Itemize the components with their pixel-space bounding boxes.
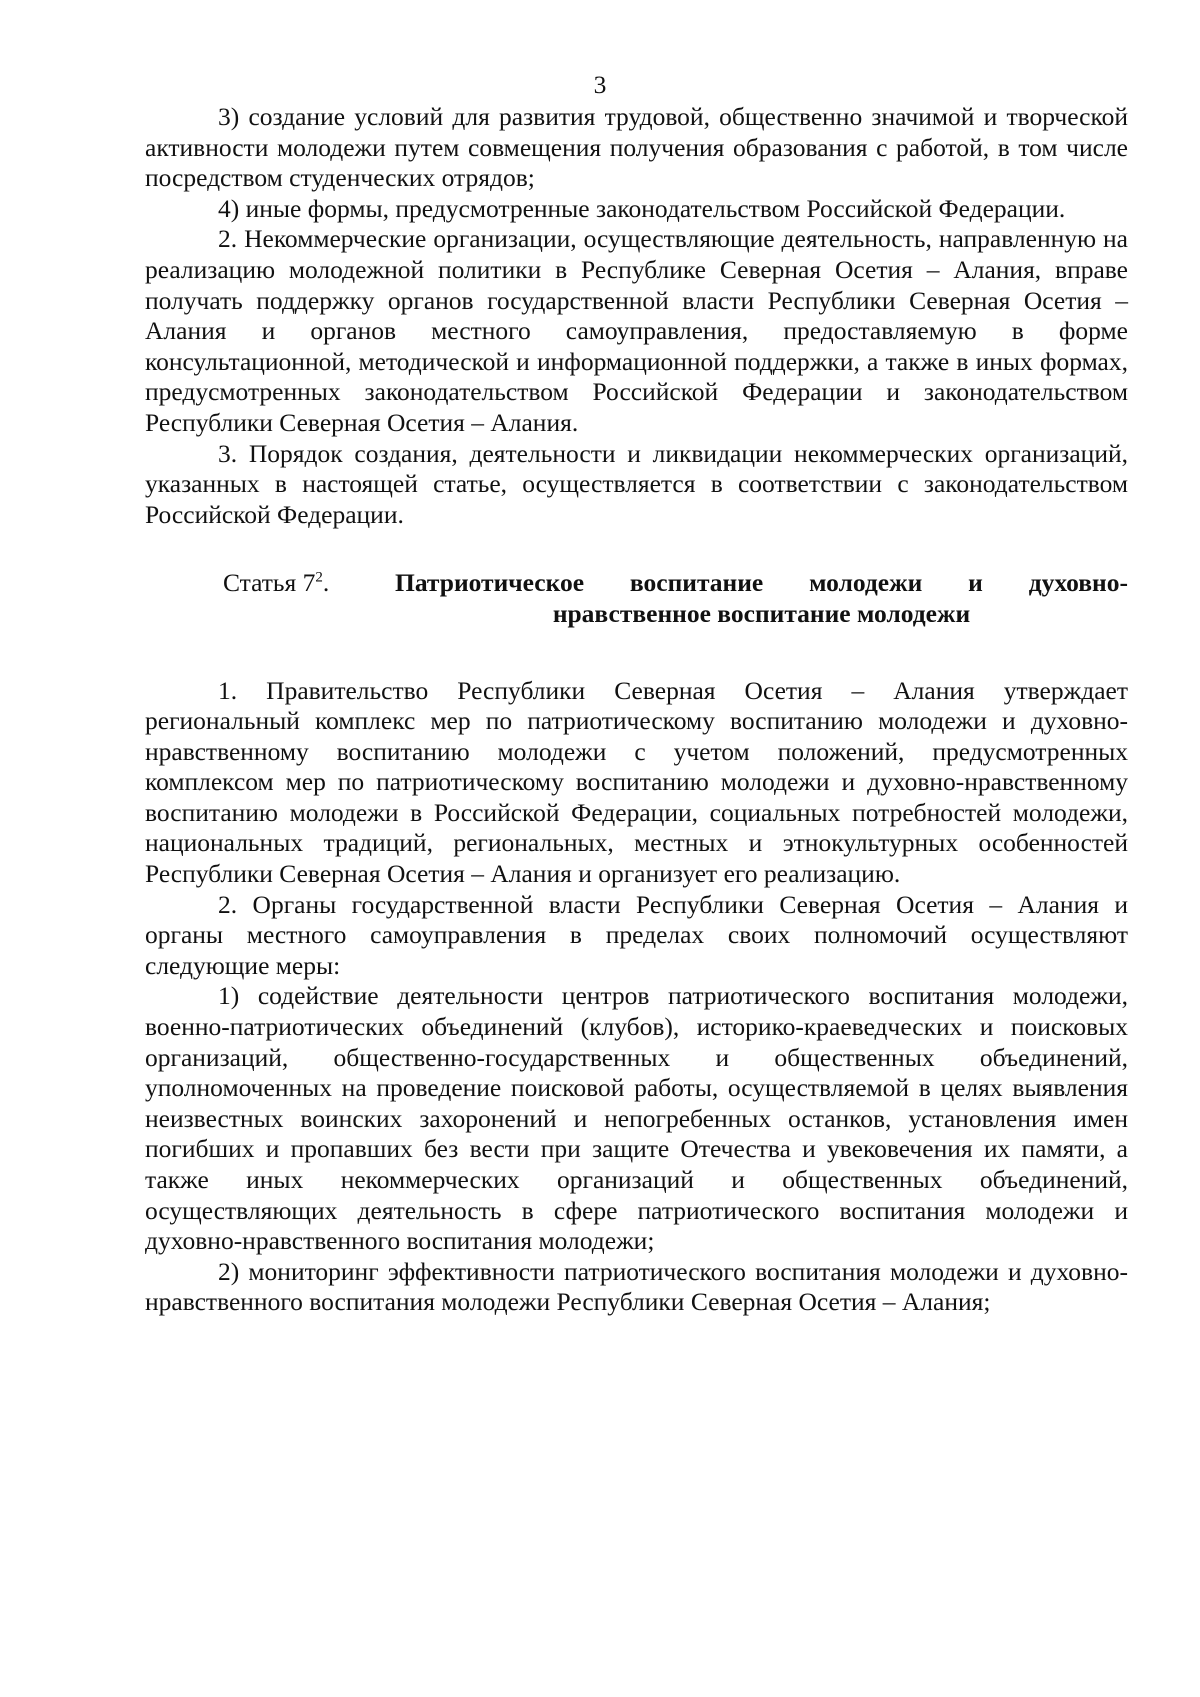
article-heading	[145, 568, 1128, 629]
paragraph-part-1: 1. Правительство Республики Северная Осетия – Алания утверждает региональный комплекс мер по патриотическому воспитанию молодежи и духовно-нравственному воспитанию молодежи с учетом положений, предусмотренных комплексом мер по патриотическому воспитанию молодежи и духовно-нравственному воспитанию молодежи в Российской Федерации, социальных потребностей молодежи, национальных традиций, региональных, местных и этнокультурных особенностей Республики Северная Осетия – Алания и организует его реализацию.	[145, 675, 1128, 889]
article-label-suffix: .	[322, 568, 330, 598]
paragraph-item-4: 4) иные формы, предусмотренные законодательством Российской Федерации.	[218, 193, 1066, 223]
paragraph-part-2-measures: 2. Органы государственной власти Республики Северная Осетия – Алания и органы местного самоуправления в пределах своих полномочий осуществляют следующие меры:	[145, 889, 1128, 980]
article-title: Патриотическое воспитание молодежи и духовно-нравственное воспитание молодежи	[395, 568, 1128, 628]
article-superscript: 2	[315, 569, 323, 586]
paragraph-item-3: 3) создание условий для развития трудовой, общественно значимой и творческой активности молодежи путем совмещения получения образования с работой, в том числе посредством студенческих отрядов;	[145, 102, 1128, 193]
article-number: Статья 7	[223, 568, 316, 598]
paragraph-part-2: 2. Некоммерческие организации, осуществляющие деятельность, направленную на реализацию молодежной политики в Республике Северная Осетия – Алания, вправе получать поддержку органов государственной власти Республики Северная Осетия – Алания и органов местного самоуправления, предоставляемую в форме консультационной, методической и информационной поддержки, а также в иных формах, предусмотренных законодательством Российской Федерации и законодательством Республики Северная Осетия – Алания.	[145, 224, 1128, 437]
document-body	[145, 102, 1128, 1318]
paragraph-part-3: 3. Порядок создания, деятельности и ликвидации некоммерческих организаций, указанных в настоящей статье, осуществляется в соответствии с законодательством Российской Федерации.	[145, 438, 1128, 529]
paragraph-measure-2: 2) мониторинг эффективности патриотического воспитания молодежи и духовно-нравственного воспитания молодежи Республики Северная Осетия – Алания;	[145, 1256, 1128, 1317]
article-label	[223, 568, 395, 629]
paragraph-measure-1: 1) содействие деятельности центров патриотического воспитания молодежи, военно-патриотических объединений (клубов), историко-краеведческих и поисковых организаций, общественно-государственных и общественных объединений, уполномоченных на проведение поисковой работы, осуществляемой в целях выявления неизвестных воинских захоронений и непогребенных останков, установления имен погибших и пропавших без вести при защите Отечества и увековечения их памяти, а также иных некоммерческих организаций и общественных объединений, осуществляющих деятельность в сфере патриотического воспитания молодежи и духовно-нравственного воспитания молодежи;	[145, 981, 1128, 1256]
page-number: 3	[593, 70, 607, 99]
